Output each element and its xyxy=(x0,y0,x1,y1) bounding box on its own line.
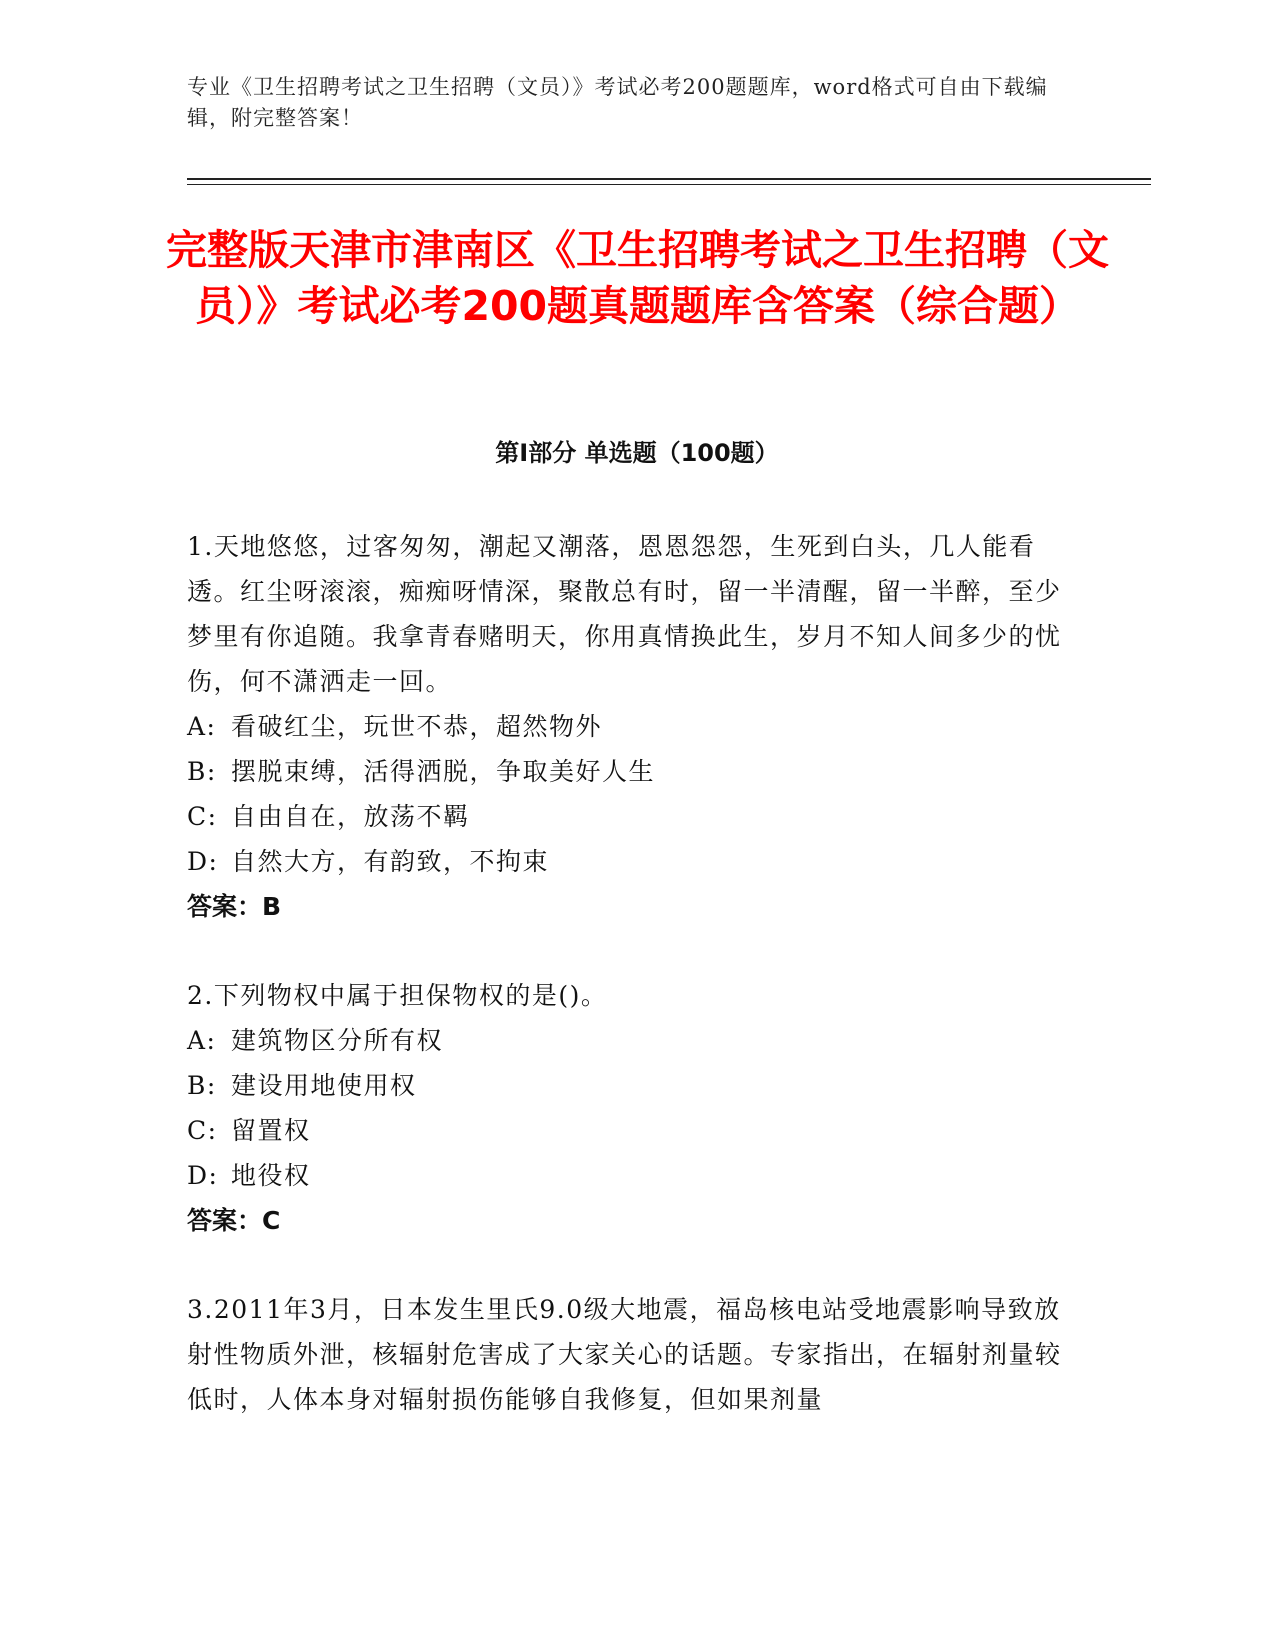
option-text: 摆脱束缚，活得洒脱，争取美好人生 xyxy=(231,757,656,786)
option-text: 自然大方，有韵致，不拘束 xyxy=(231,847,550,876)
option-text: 建筑物区分所有权 xyxy=(231,1026,444,1055)
section-heading: 第Ⅰ部分 单选题（100题） xyxy=(495,439,779,467)
question-stem: 2.下列物权中属于担保物权的是()。 xyxy=(187,981,608,1010)
option-key: B: xyxy=(187,757,217,786)
option-text: 自由自在，放荡不羁 xyxy=(231,802,470,831)
option-key: A: xyxy=(187,1026,217,1055)
option-d xyxy=(187,1153,1067,1198)
option-text: 地役权 xyxy=(231,1161,311,1190)
option-key: A: xyxy=(187,712,217,741)
header-rule-thick xyxy=(187,178,1151,180)
option-d xyxy=(187,839,1067,884)
option-b xyxy=(187,1063,1067,1108)
option-a xyxy=(187,704,1067,749)
option-c xyxy=(187,1108,1067,1153)
option-text: 看破红尘，玩世不恭，超然物外 xyxy=(231,712,603,741)
option-text: 留置权 xyxy=(231,1116,311,1145)
header-rule-thin xyxy=(187,184,1151,185)
header-note: 专业《卫生招聘考试之卫生招聘（文员）》考试必考200题题库，word格式可自由下载编辑，附完整答案！ xyxy=(187,75,1048,130)
document-title: 完整版天津市津南区《卫生招聘考试之卫生招聘（文员）》考试必考200题真题题库含答案（综合题） xyxy=(166,226,1109,330)
question-3 xyxy=(187,1287,1067,1422)
answer-line: 答案：B xyxy=(187,892,282,921)
option-a xyxy=(187,1018,1067,1063)
question-1 xyxy=(187,524,1067,929)
option-key: D: xyxy=(187,847,219,876)
option-key: D: xyxy=(187,1161,219,1190)
option-b xyxy=(187,749,1067,794)
option-key: B: xyxy=(187,1071,217,1100)
option-c xyxy=(187,794,1067,839)
option-key: C: xyxy=(187,1116,218,1145)
question-2 xyxy=(187,973,1067,1243)
question-stem: 3.2011年3月，日本发生里氏9.0级大地震，福岛核电站受地震影响导致放射性物质外泄，核辐射危害成了大家关心的话题。专家指出，在辐射剂量较低时，人体本身对辐射损伤能够自我修复，但如果剂量 xyxy=(187,1295,1062,1414)
question-list xyxy=(187,524,1067,1466)
question-stem: 1.天地悠悠，过客匆匆，潮起又潮落，恩恩怨怨，生死到白头，几人能看透。红尘呀滚滚，痴痴呀情深，聚散总有时，留一半清醒，留一半醉，至少梦里有你追随。我拿青春赌明天，你用真情换此生，岁月不知人间多少的忧伤，何不潇洒走一回。 xyxy=(187,532,1062,696)
option-key: C: xyxy=(187,802,218,831)
answer-line: 答案：C xyxy=(187,1206,281,1235)
option-text: 建设用地使用权 xyxy=(231,1071,417,1100)
